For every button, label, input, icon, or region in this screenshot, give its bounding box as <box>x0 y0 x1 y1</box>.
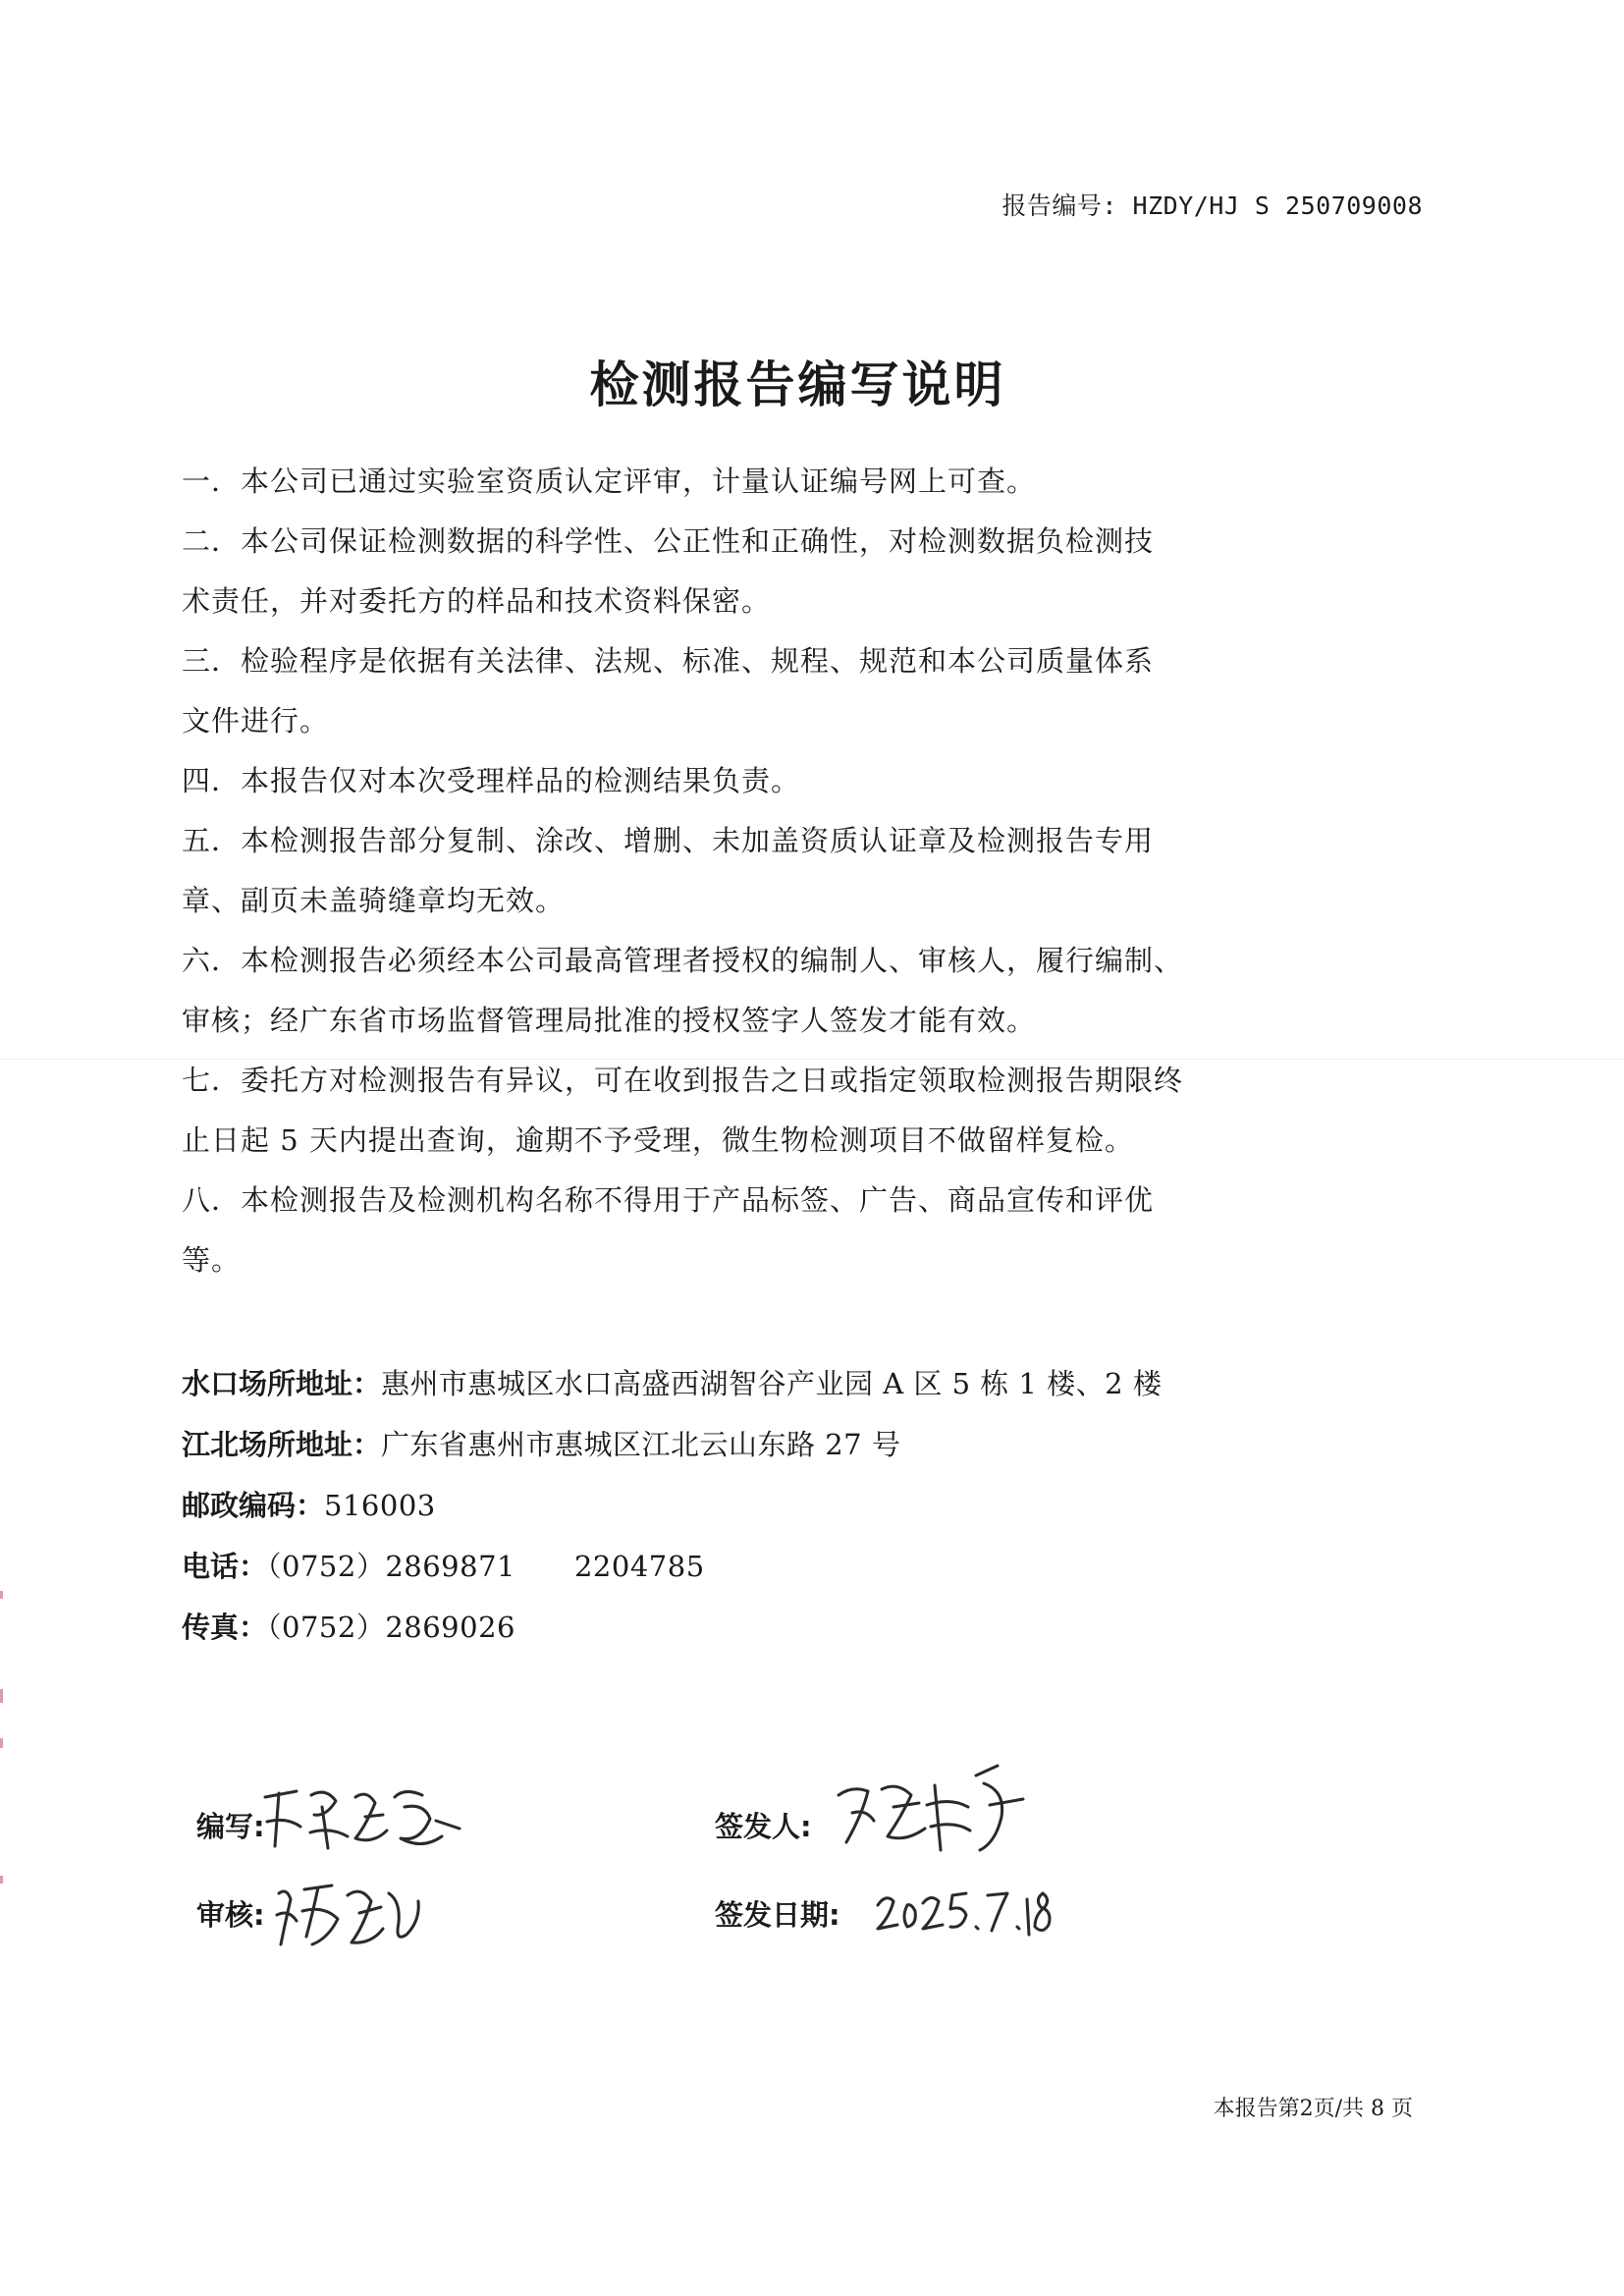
jiangbei-address-row <box>182 1414 1360 1475</box>
issue-date-label: 签发日期: <box>715 1898 840 1932</box>
issuer-signature <box>833 1756 1029 1864</box>
note-line: 三．检验程序是依据有关法律、法规、标准、规程、规范和本公司质量体系 <box>182 644 1155 678</box>
note-line: 等。 <box>182 1243 242 1277</box>
edge-mark <box>0 1689 3 1703</box>
postcode-row <box>182 1475 1360 1536</box>
fax-row <box>182 1597 1360 1658</box>
phone-row <box>182 1536 1360 1597</box>
report-number: 报告编号: HZDY/HJ S 250709008 <box>1001 191 1423 220</box>
compiler-signature <box>257 1768 473 1866</box>
note-line: 二．本公司保证检测数据的科学性、公正性和正确性，对检测数据负检测技 <box>182 524 1155 558</box>
shuikou-address-label: 水口场所地址： <box>182 1367 382 1400</box>
postcode-label: 邮政编码： <box>182 1489 325 1522</box>
edge-mark <box>0 1591 3 1599</box>
note-line: 五．本检测报告部分复制、涂改、增删、未加盖资质认证章及检测报告专用 <box>182 824 1155 857</box>
edge-mark <box>0 1738 3 1748</box>
shuikou-address-value: 惠州市惠城区水口高盛西湖智谷产业园 A 区 5 栋 1 楼、2 楼 <box>381 1367 1163 1400</box>
note-line: 一．本公司已通过实验室资质认定评审，计量认证编号网上可查。 <box>182 465 1037 498</box>
edge-mark <box>0 1876 3 1884</box>
note-line: 八．本检测报告及检测机构名称不得用于产品标签、广告、商品宣传和评优 <box>182 1183 1155 1217</box>
notes-list <box>182 452 1242 1290</box>
postcode-value: 516003 <box>324 1489 436 1522</box>
note-line: 四．本报告仅对本次受理样品的检测结果负责。 <box>182 764 801 797</box>
compiler-label: 编写: <box>196 1810 265 1843</box>
fax-label: 传真： <box>182 1611 268 1644</box>
page-footer: 本报告第2页/共 8 页 <box>1213 2097 1413 2121</box>
note-line: 章、副页未盖骑缝章均无效。 <box>182 884 566 917</box>
phone-value-1: （0752）2869871 <box>267 1550 515 1583</box>
note-line: 审核；经广东省市场监督管理局批准的授权签字人签发才能有效。 <box>182 1004 1037 1037</box>
note-line: 六．本检测报告必须经本公司最高管理者授权的编制人、审核人，履行编制、 <box>182 944 1184 977</box>
page-title: 检测报告编写说明 <box>589 356 1006 413</box>
note-line: 术责任，并对委托方的样品和技术资料保密。 <box>182 584 772 618</box>
fax-value: （0752）2869026 <box>267 1611 515 1644</box>
note-line: 七．委托方对检测报告有异议，可在收到报告之日或指定领取检测报告期限终 <box>182 1064 1184 1097</box>
note-line: 止日起 5 天内提出查询，逾期不予受理，微生物检测项目不做留样复检。 <box>182 1123 1134 1157</box>
jiangbei-address-label: 江北场所地址： <box>182 1428 382 1461</box>
reviewer-signature <box>273 1866 430 1954</box>
jiangbei-address-value: 广东省惠州市惠城区江北云山东路 27 号 <box>381 1428 901 1461</box>
reviewer-label: 审核: <box>196 1898 265 1932</box>
phone-value-2: 2204785 <box>573 1550 705 1583</box>
issue-date-handwritten <box>872 1866 1058 1944</box>
note-line: 文件进行。 <box>182 704 330 738</box>
issuer-label: 签发人: <box>715 1810 812 1843</box>
contact-info <box>182 1353 1360 1658</box>
shuikou-address-row <box>182 1353 1360 1414</box>
phone-label: 电话： <box>182 1550 268 1583</box>
